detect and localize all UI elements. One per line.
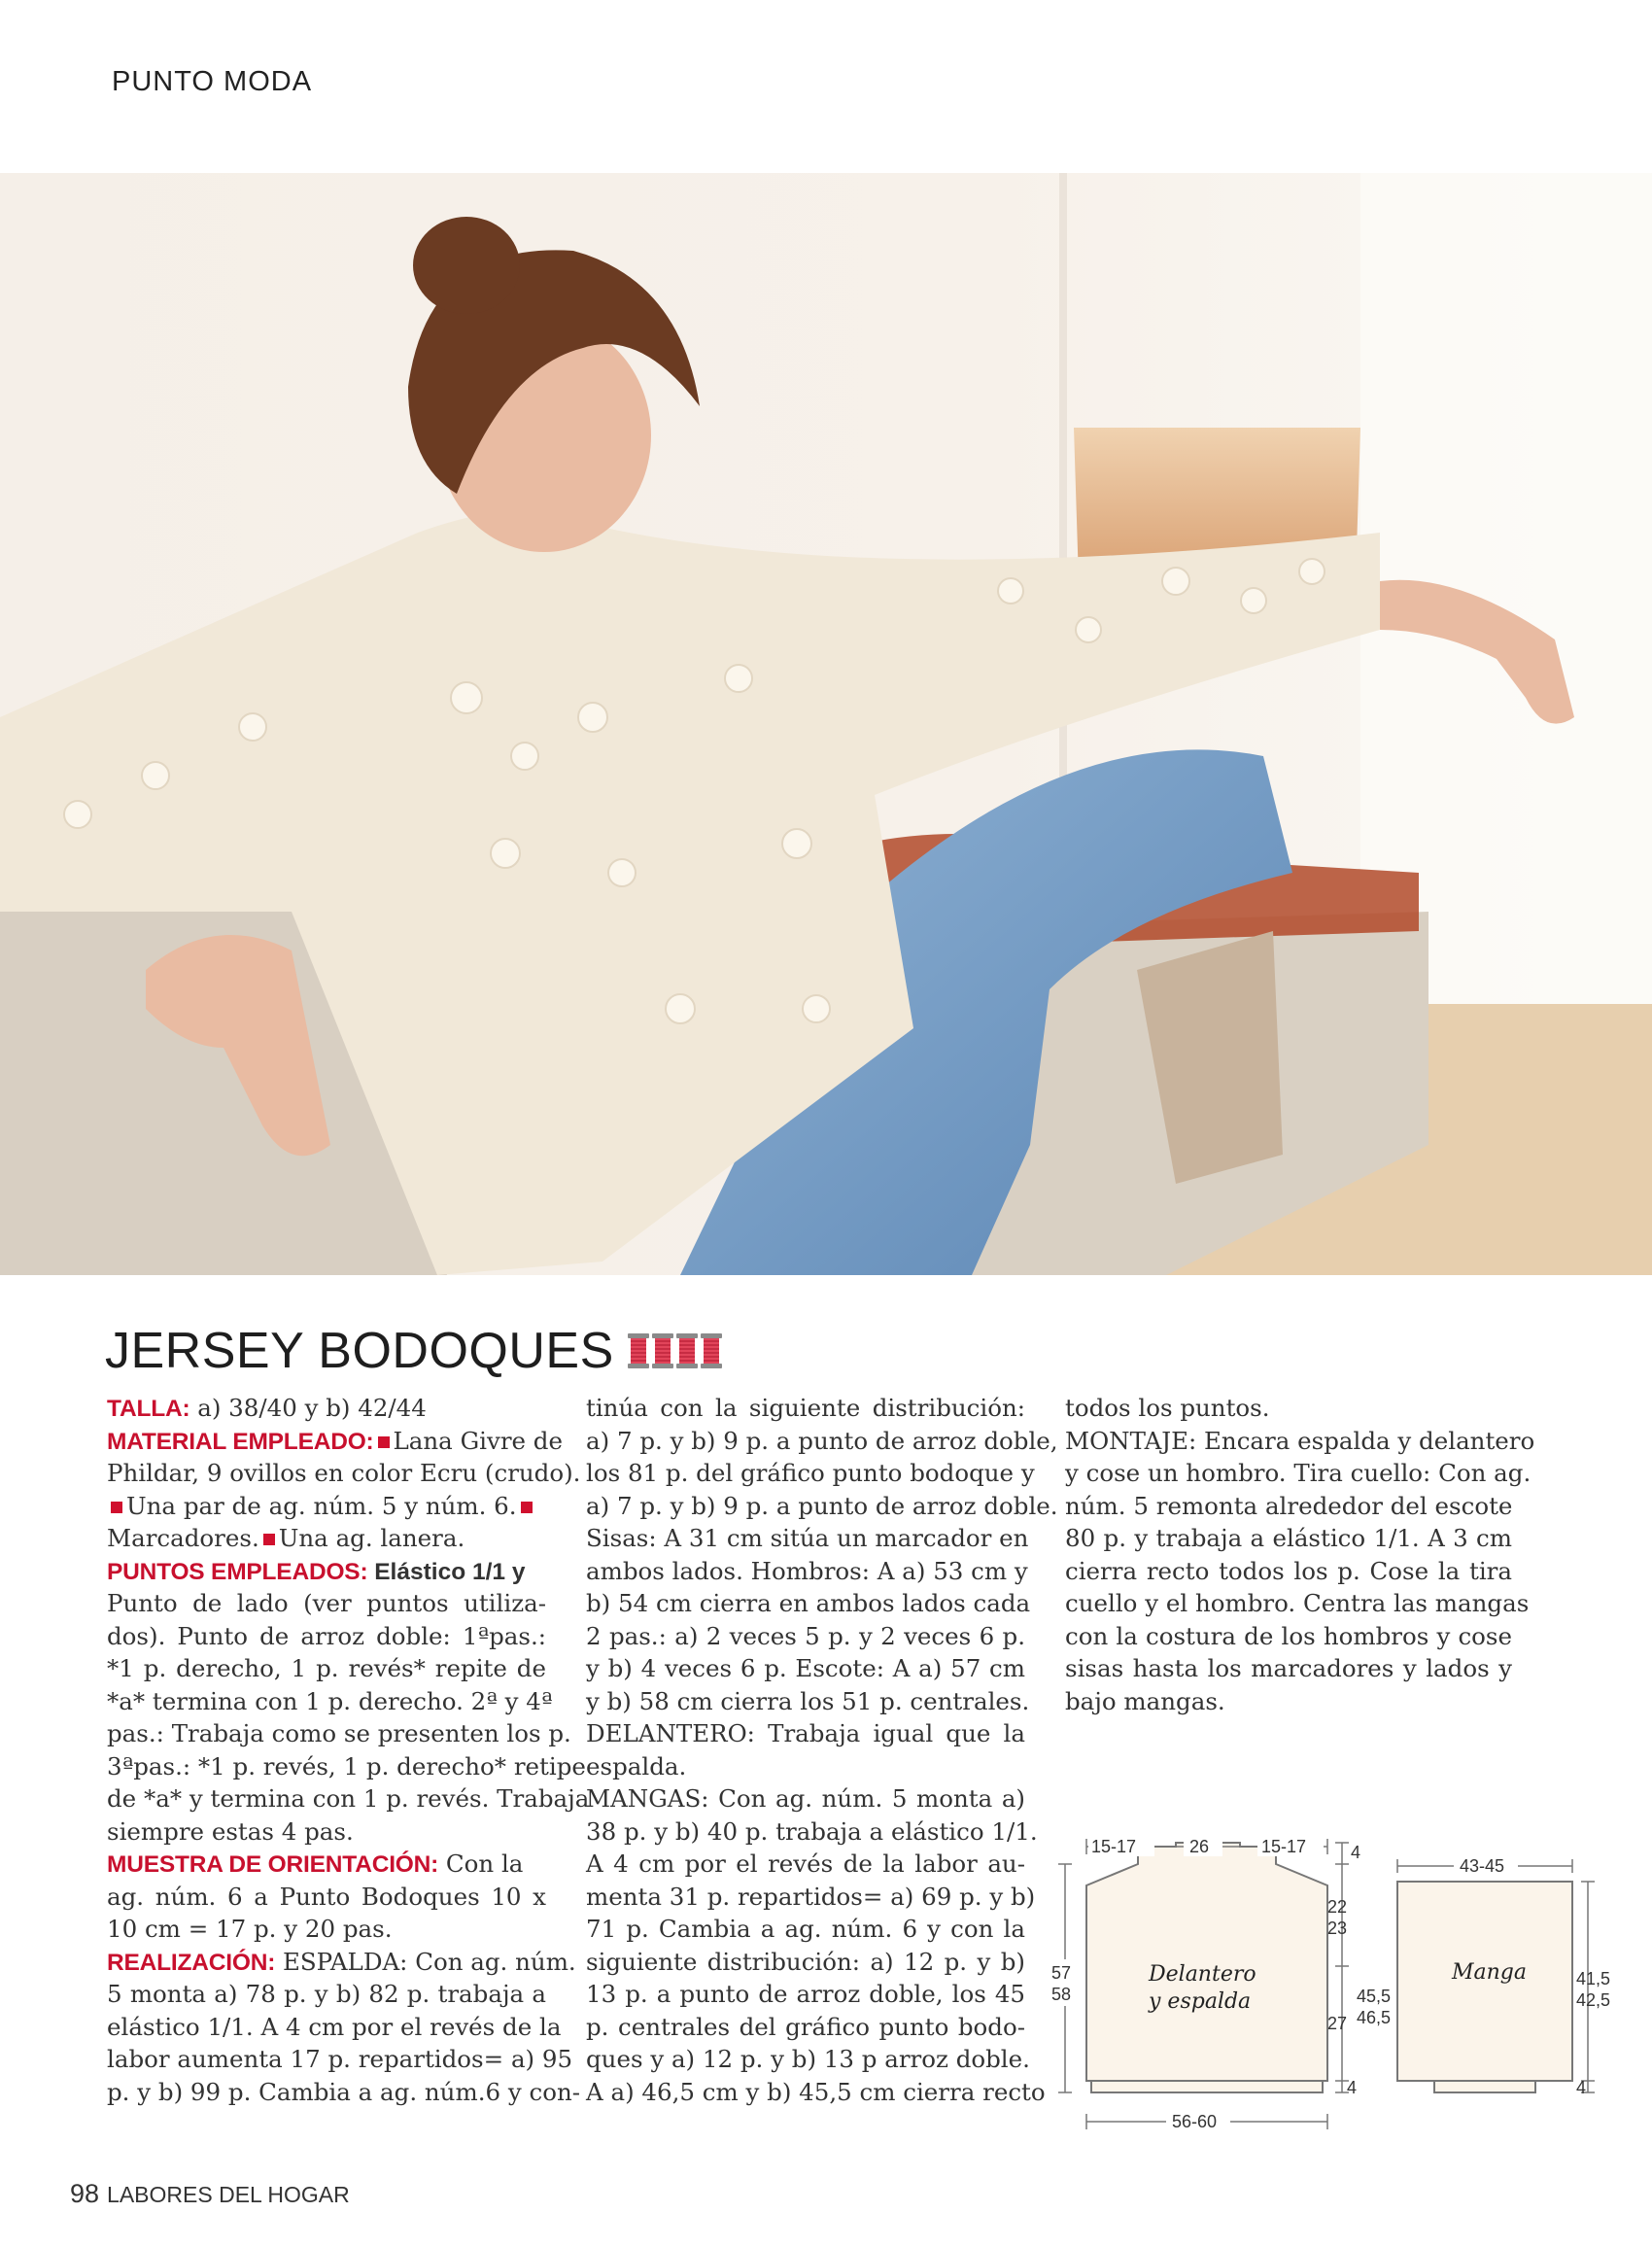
text-line: elástico 1/1. A 4 cm por el revés de la — [107, 2012, 562, 2041]
label-front-back-2: y espalda — [1149, 1989, 1252, 2014]
text-line: ques y a) 12 p. y b) 13 p arroz doble. — [586, 2045, 1030, 2073]
spool-icon — [628, 1333, 649, 1368]
bullet-square-icon — [111, 1502, 122, 1513]
dim-height-a: 57 — [1051, 1963, 1072, 1983]
pattern-schematic — [1046, 1825, 1629, 2146]
text-line: Una par de ag. núm. 5 y núm. 6. — [107, 1490, 546, 1523]
text-line: pas.: Trabaja como se presenten los p. — [107, 1719, 571, 1747]
text-line: bajo mangas. — [1065, 1686, 1225, 1715]
text-line: 10 cm = 17 p. y 20 pas. — [107, 1915, 393, 1943]
text-line: a) 7 p. y b) 9 p. a punto de arroz doble. — [586, 1491, 1058, 1520]
text-line: *1 p. derecho, 1 p. revés* repite de — [107, 1654, 546, 1682]
text-line: *a* termina con 1 p. derecho. 2ª y 4ª — [107, 1686, 553, 1715]
text-line: 2 pas.: a) 2 veces 5 p. y 2 veces 6 p. — [586, 1621, 1025, 1650]
text-line: 5 monta a) 78 p. y b) 82 p. trabaja a — [107, 1980, 546, 2008]
text-line: b) 54 cm cierra en ambos lados cada — [586, 1589, 1031, 1617]
text-line: A 4 cm por el revés de la labor au- — [586, 1849, 1025, 1878]
text-line: ambos lados. Hombros: A a) 53 cm y — [586, 1556, 1028, 1585]
pattern-title-row — [105, 1322, 722, 1380]
text-line: REALIZACIÓN: ESPALDA: Con ag. núm. — [107, 1947, 576, 1976]
bullet-square-icon — [378, 1436, 390, 1448]
dim-sleeve-len-b: 42,5 — [1576, 1990, 1611, 2010]
section-header: PUNTO MODA — [112, 66, 313, 97]
text-line: cierra recto todos los p. Cose la tira — [1065, 1556, 1512, 1585]
bullet-square-icon — [263, 1534, 275, 1545]
spool-icon — [652, 1333, 673, 1368]
text-line: PUNTOS EMPLEADOS: Elástico 1/1 y — [107, 1558, 526, 1585]
text-line: Phildar, 9 ovillos en color Ecru (crudo). — [107, 1459, 581, 1487]
text-line: MATERIAL EMPLEADO: Lana Givre de — [107, 1426, 563, 1455]
text-line: de *a* y termina con 1 p. revés. Trabaja — [107, 1784, 590, 1813]
text-line: MANGAS: Con ag. núm. 5 monta a) — [586, 1784, 1025, 1813]
text-line: 71 p. Cambia a ag. núm. 6 y con la — [586, 1915, 1025, 1943]
text-line: con la costura de los hombros y cose — [1065, 1621, 1512, 1650]
page-number: 98 — [70, 2179, 100, 2208]
text-line: sisas hasta los marcadores y lados y — [1065, 1654, 1512, 1682]
label-sleeve: Manga — [1452, 1960, 1528, 1985]
dim-sleeve-len-a: 41,5 — [1576, 1969, 1611, 1988]
dim-sleeve-width: 43-45 — [1460, 1856, 1505, 1876]
text-column-1 — [107, 1392, 590, 2108]
text-line: MUESTRA DE ORIENTACIÓN: Con la — [107, 1849, 524, 1878]
text-line: siempre estas 4 pas. — [107, 1816, 354, 1846]
front-back-ribbing — [1091, 2081, 1323, 2092]
text-line: A a) 46,5 cm y b) 45,5 cm cierra recto — [586, 2077, 1046, 2106]
text-line: tinúa con la siguiente distribución: — [586, 1394, 1025, 1422]
text-column-3 — [1065, 1392, 1535, 1717]
text-line: p. y b) 99 p. Cambia a ag. núm.6 y con- — [107, 2077, 581, 2106]
text-line: TALLA: a) 38/40 y b) 42/44 — [107, 1394, 427, 1422]
schematic-svg — [1046, 1825, 1629, 2146]
text-line: DELANTERO: Trabaja igual que la — [586, 1719, 1025, 1747]
dim-total-b: 46,5 — [1357, 2008, 1392, 2027]
text-line: Sisas: A 31 cm sitúa un marcador en — [586, 1524, 1029, 1552]
text-line: 3ªpas.: *1 p. revés, 1 p. derecho* retipe — [107, 1751, 586, 1780]
dim-armhole-a: 22 — [1327, 1897, 1348, 1917]
text-line: siguiente distribución: a) 12 p. y b) — [586, 1947, 1025, 1976]
text-line: y cose un hombro. Tira cuello: Con ag. — [1065, 1459, 1532, 1487]
dim-armhole-b: 23 — [1327, 1919, 1348, 1938]
text-line: 13 p. a punto de arroz doble, los 45 — [586, 1980, 1025, 2008]
text-line: todos los puntos. — [1065, 1394, 1270, 1422]
text-line: Punto de lado (ver puntos utiliza- — [107, 1589, 546, 1617]
text-line: menta 31 p. repartidos= a) 69 p. y b) — [586, 1882, 1036, 1911]
dim-shoulder: 4 — [1351, 1843, 1361, 1862]
dim-bottom-width: 56-60 — [1172, 2112, 1218, 2131]
text-line: MONTAJE: Encara espalda y delantero — [1065, 1426, 1535, 1455]
text-line: Marcadores. Una ag. lanera. — [107, 1524, 465, 1552]
page-footer — [70, 2179, 350, 2209]
sleeve-ribbing — [1434, 2081, 1535, 2092]
magazine-name: LABORES DEL HOGAR — [107, 2182, 350, 2207]
dim-top-right: 15-17 — [1261, 1837, 1307, 1856]
text-line: 80 p. y trabaja a elástico 1/1. A 3 cm — [1065, 1524, 1512, 1552]
text-line: núm. 5 remonta alrededor del escote — [1065, 1491, 1513, 1520]
dim-sleeve-rib: 4 — [1576, 2078, 1587, 2097]
text-line: y b) 4 veces 6 p. Escote: A a) 57 cm — [586, 1654, 1025, 1682]
spool-icon — [701, 1333, 722, 1368]
label-front-back-1: Delantero — [1149, 1962, 1256, 1987]
text-column-2 — [586, 1392, 1058, 2108]
pattern-title: JERSEY BODOQUES — [105, 1323, 614, 1379]
woman-in-sweater-illustration — [0, 173, 1652, 1275]
text-line: labor aumenta 17 p. repartidos= a) 95 — [107, 2045, 573, 2073]
text-line: dos). Punto de arroz doble: 1ªpas.: — [107, 1621, 546, 1650]
dim-top-mid: 26 — [1189, 1837, 1210, 1856]
text-line: espalda. — [586, 1751, 687, 1780]
hero-photo — [0, 173, 1652, 1275]
text-line: a) 7 p. y b) 9 p. a punto de arroz doble, — [586, 1426, 1058, 1455]
text-line: cuello y el hombro. Centra las mangas — [1065, 1589, 1530, 1617]
dim-body: 27 — [1327, 2014, 1348, 2033]
text-line: y b) 58 cm cierra los 51 p. centrales. — [586, 1686, 1030, 1715]
bullet-square-icon — [521, 1502, 533, 1513]
dim-total-a: 45,5 — [1357, 1987, 1392, 2006]
dim-rib: 4 — [1347, 2078, 1358, 2097]
text-line: los 81 p. del gráfico punto bodoque y — [586, 1459, 1035, 1487]
text-line: ag. núm. 6 a Punto Bodoques 10 x — [107, 1882, 546, 1911]
spool-icon — [676, 1333, 698, 1368]
dim-height-b: 58 — [1051, 1985, 1072, 2004]
text-line: 38 p. y b) 40 p. trabaja a elástico 1/1. — [586, 1816, 1038, 1846]
difficulty-rating — [628, 1333, 722, 1368]
dim-top-left: 15-17 — [1091, 1837, 1137, 1856]
text-line: p. centrales del gráfico punto bodo- — [586, 2012, 1025, 2041]
